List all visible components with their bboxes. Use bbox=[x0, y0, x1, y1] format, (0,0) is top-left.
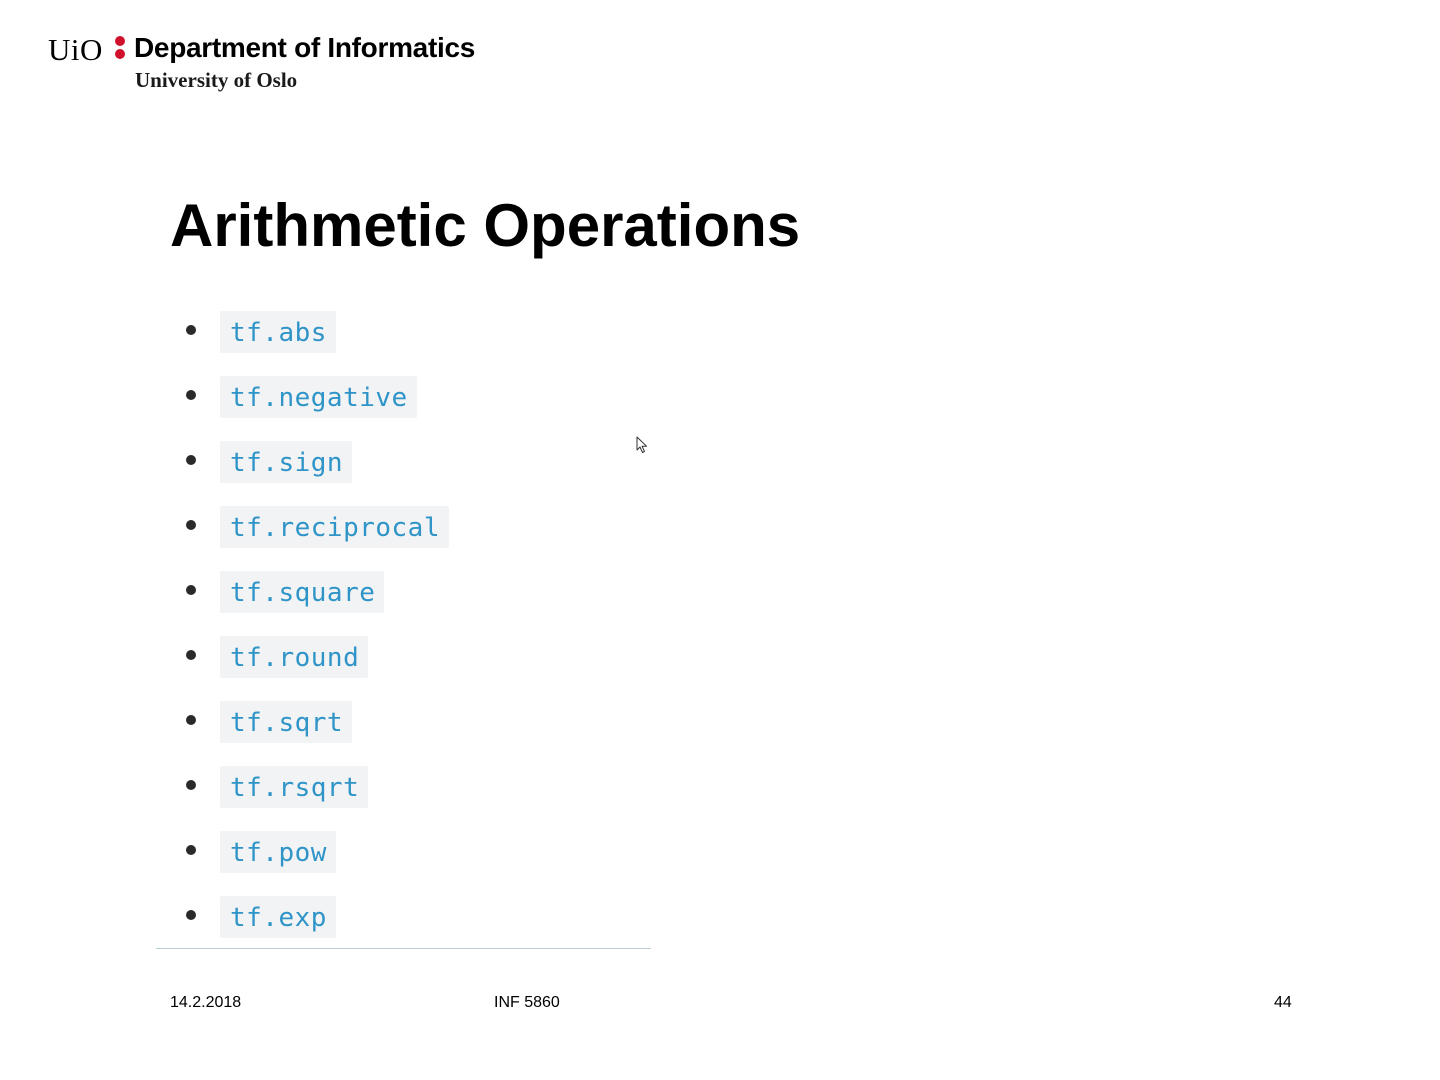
mouse-pointer-icon bbox=[636, 436, 648, 454]
code-operation: tf.square bbox=[220, 571, 384, 613]
department-name: Department of Informatics bbox=[134, 32, 475, 63]
logo-abbrev: UiO bbox=[48, 32, 103, 67]
code-operation: tf.abs bbox=[220, 311, 336, 353]
list-item bbox=[156, 636, 651, 678]
code-operation: tf.negative bbox=[220, 376, 417, 418]
bullet-icon bbox=[186, 520, 196, 530]
list-item bbox=[156, 441, 651, 483]
bullet-icon bbox=[186, 390, 196, 400]
list-item bbox=[156, 506, 651, 548]
list-item bbox=[156, 571, 651, 613]
footer-course: INF 5860 bbox=[494, 994, 560, 1011]
uio-dots-icon bbox=[114, 36, 126, 60]
code-operation: tf.pow bbox=[220, 831, 336, 873]
page-number: 44 bbox=[1274, 994, 1292, 1011]
list-item bbox=[156, 896, 651, 938]
code-operation: tf.round bbox=[220, 636, 368, 678]
code-operation: tf.sqrt bbox=[220, 701, 352, 743]
bullet-icon bbox=[186, 585, 196, 595]
bullet-icon bbox=[186, 845, 196, 855]
operations-image bbox=[156, 298, 651, 949]
list-item bbox=[156, 766, 651, 808]
bullet-icon bbox=[186, 910, 196, 920]
list-item bbox=[156, 376, 651, 418]
code-operation: tf.exp bbox=[220, 896, 336, 938]
code-operation: tf.reciprocal bbox=[220, 506, 449, 548]
bullet-icon bbox=[186, 325, 196, 335]
list-item bbox=[156, 831, 651, 873]
bullet-icon bbox=[186, 715, 196, 725]
code-operation: tf.rsqrt bbox=[220, 766, 368, 808]
code-operation: tf.sign bbox=[220, 441, 352, 483]
list-item bbox=[156, 701, 651, 743]
list-item bbox=[156, 311, 651, 353]
bullet-icon bbox=[186, 780, 196, 790]
university-name: University of Oslo bbox=[135, 68, 298, 92]
slide-title: Arithmetic Operations bbox=[170, 192, 801, 259]
bullet-icon bbox=[186, 455, 196, 465]
uio-logo bbox=[48, 30, 568, 100]
bullet-icon bbox=[186, 650, 196, 660]
footer-date: 14.2.2018 bbox=[170, 994, 242, 1011]
